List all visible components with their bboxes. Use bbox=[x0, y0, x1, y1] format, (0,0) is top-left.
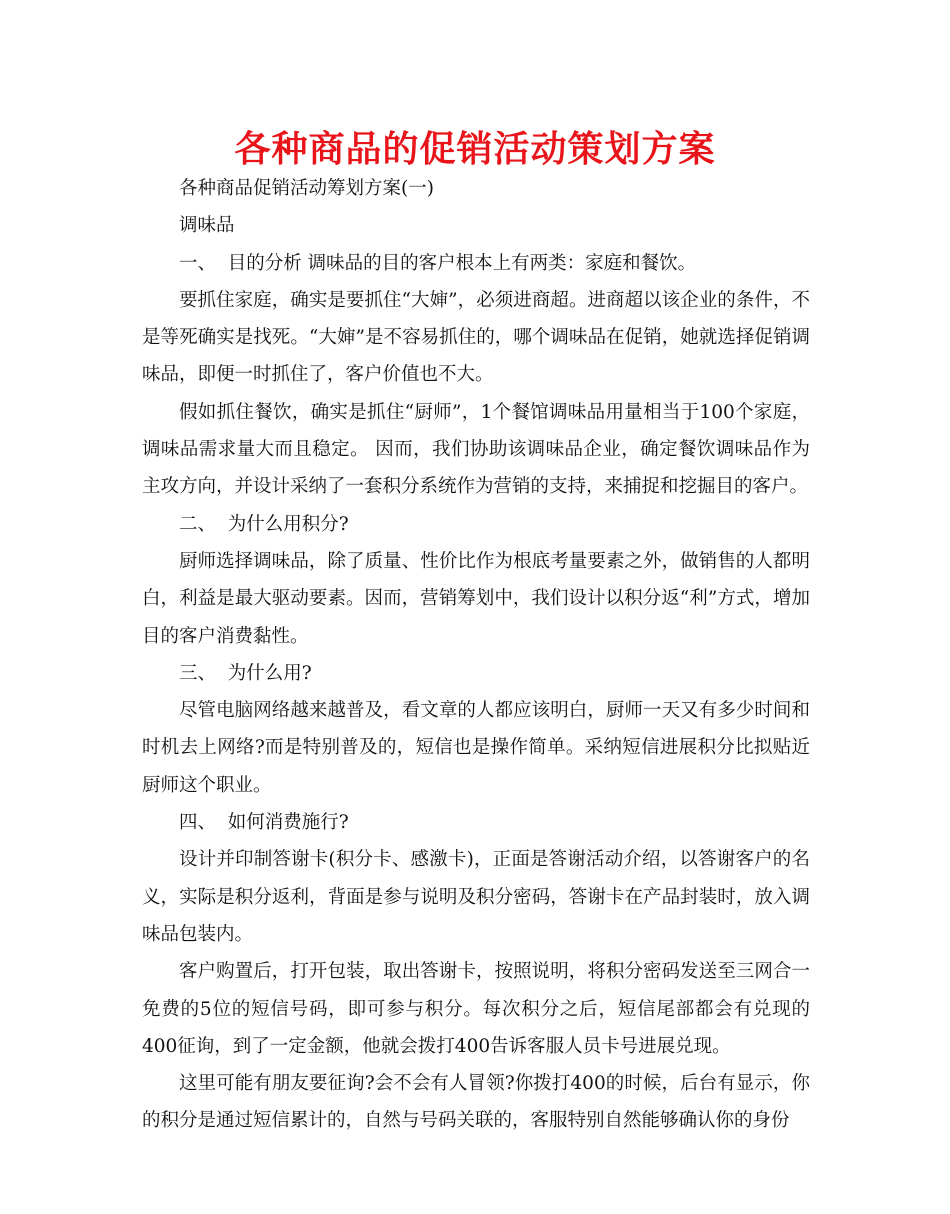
body-paragraph: 这里可能有朋友要征询?会不会有人冒领?你拨打400的时候，后台有显示，你的积分是通过短信累计的，自然与号码关联的，客服特别自然能够确认你的身份 bbox=[142, 1073, 810, 1132]
body-paragraph: 厨师选择调味品，除了质量、性价比作为根底考量要素之外，做销售的人都明白，利益是最大驱动要素。因而，营销筹划中，我们设计以积分返“利”方式，增加目的客户消费黏性。 bbox=[142, 550, 810, 647]
section-heading: 四、 如何消费施行? bbox=[179, 812, 349, 834]
section-heading: 二、 为什么用积分? bbox=[179, 513, 349, 535]
section-heading: 调味品 bbox=[179, 215, 235, 237]
body-paragraph: 客户购置后，打开包装，取出答谢卡，按照说明，将积分密码发送至三网合一免费的5位的短信号码，即可参与积分。每次积分之后，短信尾部都会有兑现的400征询，到了一定金额，他就会拨打400告诉客服人员卡号进展兑现。 bbox=[142, 961, 810, 1057]
body-paragraph: 假如抓住餐饮，确实是抓住“厨师”，1个餐馆调味品用量相当于100个家庭，调味品需求量大而且稳定。 因而，我们协助该调味品企业，确定餐饮调味品作为主攻方向，并设计采纳了一套积分系统作为营销的支持，来捕捉和挖掘目的客户。 bbox=[142, 401, 810, 498]
section-heading: 各种商品促销活动筹划方案(一) bbox=[179, 178, 434, 199]
section-heading: 一、 目的分析 调味品的目的客户根本上有两类：家庭和餐饮。 bbox=[179, 252, 697, 274]
section-heading: 三、 为什么用? bbox=[179, 662, 312, 684]
body-paragraph: 要抓住家庭，确实是要抓住“大婶”，必须进商超。进商超以该企业的条件，不是等死确实是找死。“大婶”是不容易抓住的，哪个调味品在促销，她就选择促销调味品，即便一时抓住了，客户价值也不大。 bbox=[142, 289, 810, 386]
document-body bbox=[142, 170, 810, 1140]
body-paragraph: 尽管电脑网络越来越普及，看文章的人都应该明白，厨师一天又有多少时间和时机去上网络?而是特别普及的，短信也是操作简单。采纳短信进展积分比拟贴近厨师这个职业。 bbox=[142, 700, 810, 796]
document-title: 各种商品的促销活动策划方案 bbox=[234, 129, 716, 170]
body-paragraph: 设计并印制答谢卡(积分卡、感激卡)，正面是答谢活动介绍，以答谢客户的名义，实际是积分返利，背面是参与说明及积分密码，答谢卡在产品封装时，放入调味品包装内。 bbox=[142, 849, 810, 945]
